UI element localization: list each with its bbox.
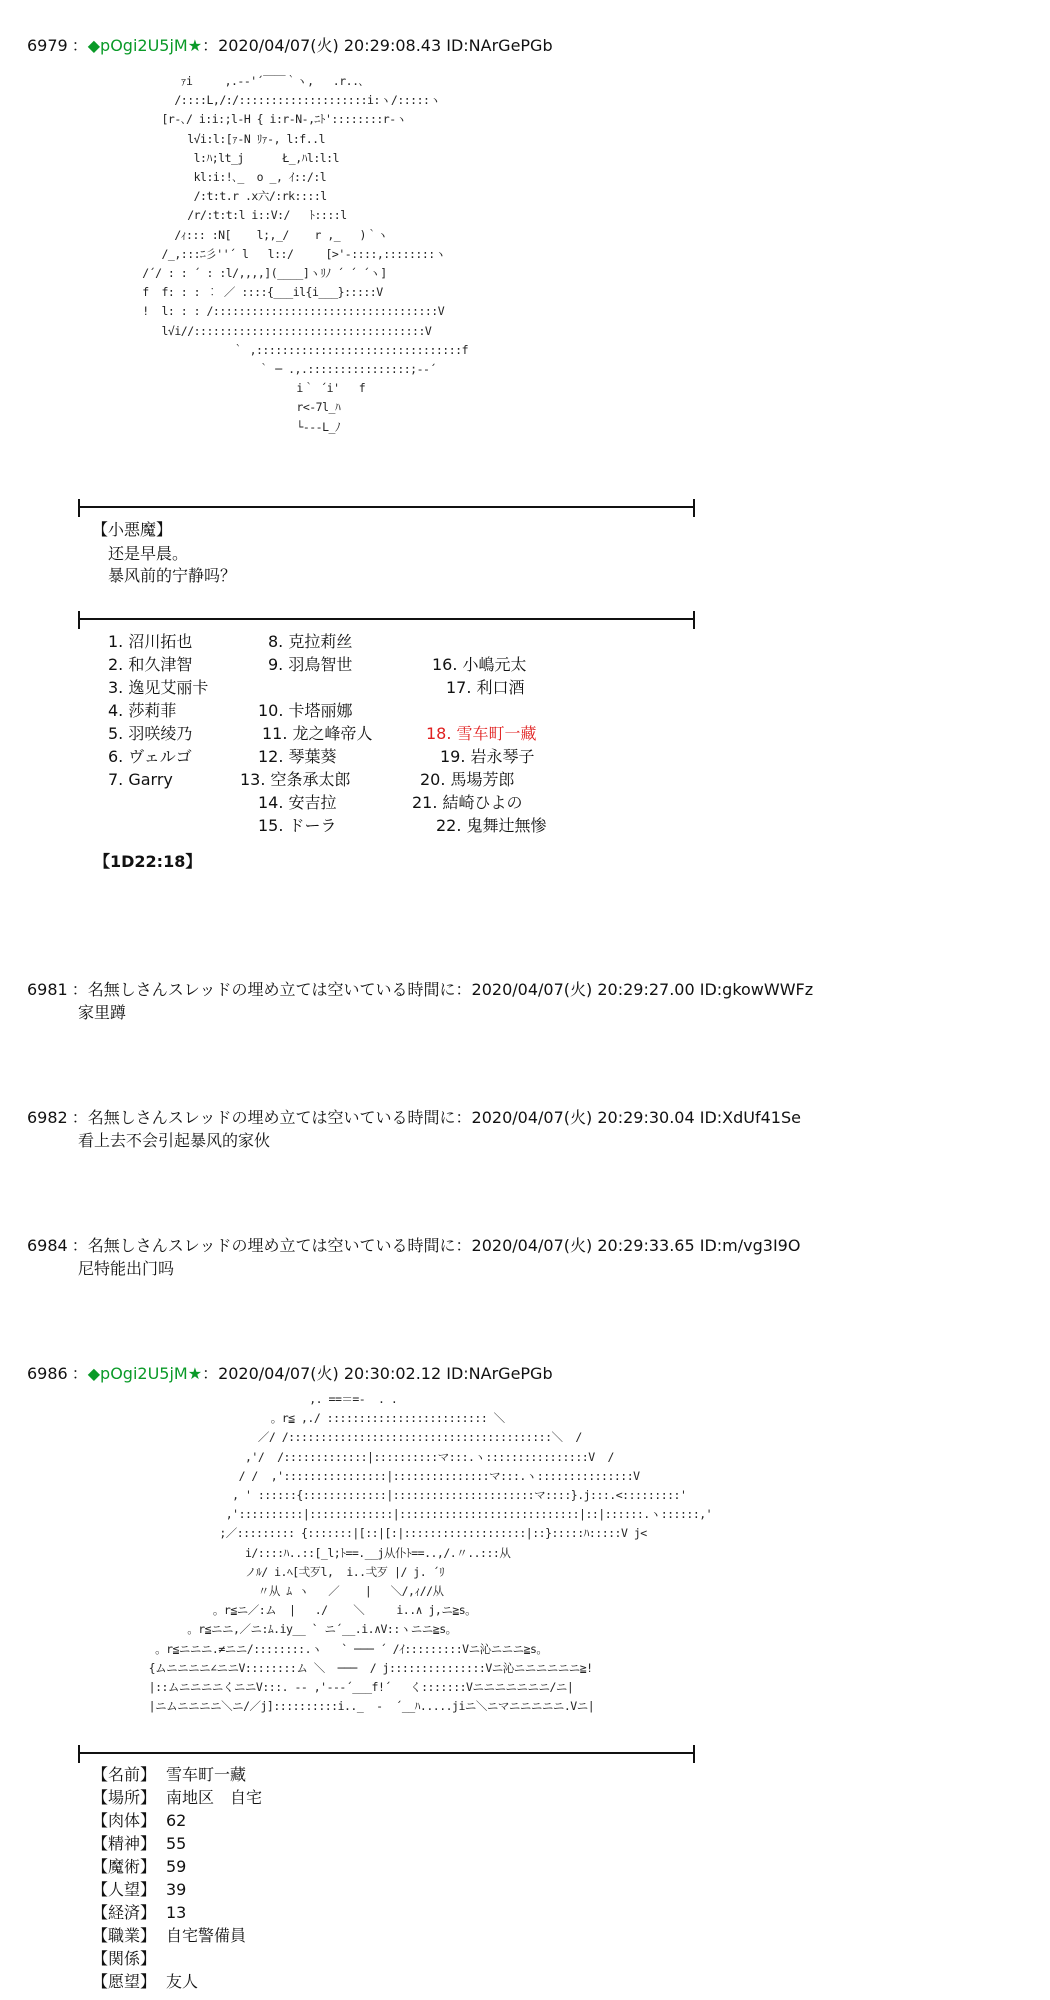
divider-line: [78, 506, 695, 508]
ascii-art-yukishamachi: ,. ==＝=- . . 。r≦ ,./ ::::::::::::::::::::::::: ＼ ／/ /:::::::::::::::::::::::::::::::::::::::::＼ / ,'/ /:::::::::::::|::::::::::マ:::.ヽ::::::::::::::::V / / / ,'::::::::::::::::|:::::::::::::::マ:::.ヽ:::::::::::::::V , ' ::::::{:::::::::::::|::::::::::::::::::::::マ::::}.j:::.<:::::::::' ,'::::::::::|:::::::::::::|::::::::::::::::::::::::::::|::|::::::.ヽ::::::,' ;／::::::::: {:::::::|[::|[:|:::::::::::::::::::|::}:::::ﾊ:::::V j< i/::::ﾊ..::[_l;ﾄ==.__j从仆ﾄ==..,/.〃..:::从 ノﾙ/ i.ﾍ[弌歹l, i..弌歹 |/ j. ´ﾘ 〃从 ﾑ ヽ ／ | ＼/,ｨ//从 。r≦ニ／:ム | ./ ＼ i..∧ j,ニ≧s。 。r≦ニニ,／ニ:ﾑ.iy__ ` ニ´__.i.∧V::ヽニニ≧s。 。r≦ニニニ.≠ニニ/::::::::.ヽ ` ─── ´ /ｲ:::::::::Vニ沁ニニニ≧s。 {ムニニニニ∠ニニV::::::::ム ＼ ─── / j:::::::::::::::Vニ沁ニニニニニニ≧! |::ムニニニニくニニV:::. -- ,'---´___f!´ く:::::::Vニニニニニニニ/ニ| |ニムニニニニ＼ニ/／j]::::::::::i.._ - ´__ﾊ.....jiニ＼ニマニニニニニ.Vニ|: [148, 1392, 713, 1714]
stat-value: 雪车町一藏: [166, 1765, 247, 1784]
stat-value: 55: [166, 1834, 187, 1853]
post-body: 看上去不会引起暴风的家伙: [78, 1131, 271, 1150]
stat-key: 【場所】: [92, 1788, 157, 1807]
stat-row-place: [92, 1788, 262, 1808]
stat-key: 【人望】: [92, 1880, 157, 1899]
post-number: 6981: [27, 980, 68, 999]
stat-row-wish: [92, 1972, 198, 1992]
roster-item: 17. 利口酒: [446, 678, 525, 697]
time-tag: 【1D22:18】: [94, 852, 202, 871]
roster-item: 22. 鬼舞辻無惨: [436, 816, 547, 835]
dialogue-line: 还是早晨。: [108, 544, 189, 563]
stat-value: 自宅警備員: [166, 1926, 247, 1945]
stat-key: 【職業】: [92, 1926, 157, 1945]
stat-value: 13: [166, 1903, 187, 1922]
stat-value: 39: [166, 1880, 187, 1899]
stat-row-magic: [92, 1857, 186, 1877]
roster-item: 21. 結崎ひよの: [412, 793, 523, 812]
stat-key: 【経済】: [92, 1903, 157, 1922]
roster-item: 19. 岩永琴子: [440, 747, 535, 766]
stat-row-body: [92, 1811, 186, 1831]
roster-item: 8. 克拉莉丝: [268, 632, 353, 651]
post-body: 尼特能出门吗: [78, 1259, 175, 1278]
roster-item: 6. ヴェルゴ: [108, 747, 192, 766]
roster-item: 13. 空条承太郎: [240, 770, 351, 789]
post-meta: ：名無しさんスレッドの埋め立ては空いている時間に：2020/04/07(火) 20:29:33.65 ID:m/vg3I9O: [71, 1236, 801, 1255]
roster-item: 4. 莎莉菲: [108, 701, 177, 720]
post-meta: ：2020/04/07(火) 20:29:08.43 ID:NArGePGb: [202, 36, 553, 55]
post-meta: ：名無しさんスレッドの埋め立ては空いている時間に：2020/04/07(火) 20:29:27.00 ID:gkowWWFz: [71, 980, 814, 999]
roster-item: 15. ドーラ: [258, 816, 337, 835]
roster-item: 12. 琴葉葵: [258, 747, 337, 766]
post-header-6979: [27, 36, 553, 56]
divider-line: [78, 1752, 695, 1754]
stat-key: 【愿望】: [92, 1972, 157, 1991]
roster-item: 7. Garry: [108, 770, 173, 789]
roster-item-highlighted: 18. 雪车町一藏: [426, 724, 537, 743]
post-header-6982: [27, 1108, 801, 1128]
post-body: 家里蹲: [78, 1003, 127, 1022]
roster-item: 1. 沼川拓也: [108, 632, 193, 651]
roster-item: 10. 卡塔丽娜: [258, 701, 353, 720]
stat-value: 友人: [166, 1972, 199, 1991]
post-header-6984: [27, 1236, 800, 1256]
roster-item: 2. 和久津智: [108, 655, 193, 674]
roster-item: 16. 小嶋元太: [432, 655, 527, 674]
roster-item: 9. 羽鳥智世: [268, 655, 353, 674]
stat-key: 【名前】: [92, 1765, 157, 1784]
roster-item: 5. 羽咲绫乃: [108, 724, 193, 743]
post-number: 6979: [27, 36, 68, 55]
post-number: 6984: [27, 1236, 68, 1255]
stat-row-spirit: [92, 1834, 186, 1854]
stat-row-relation: [92, 1949, 166, 1969]
dialogue-line: 暴风前的宁静吗？: [108, 566, 237, 585]
stat-key: 【関係】: [92, 1949, 157, 1968]
ascii-art-koakuma: ｧi ,.-‐'´￣￣｀ヽ, .r..､ /::::L,/:/::::::::::::::::::::i:ヽ/:::::ヽ [r-､/ i:i:;l-H { i:r-N-,ﾆﾄ'::::::::r-ヽ l√i:l:[ｧ-N ﾘｧ-, l:f..l l:ﾊ;lt_j Ł_,ﾊl:l:l kl:i:!､_ o _, ｲ::/:l /:t:t.r .x六/:rk::::l /r/:t:t:l i::V:/ ﾄ::::l /ｨ::: :N[ l;,_/ r ,_ )｀ヽ /_,:::ﾆ彡''´ l l::/ [>'-::::,::::::::ヽ /´/ : : ´ : :l/,,,,](____]ヽﾘﾉ ´ ´ ´ヽ] f f: : : ︰ ／ ::::{___il{i___}:::::V ! l: : : /:::::::::::::::::::::::::::::::::::V l√i//::::::::::::::::::::::::::::::::::::V ｀ ,::::::::::::::::::::::::::::::::f ｀ ─ .,.::::::::::::::::;-‐´ i｀ ´i' f r<-7l_ﾊ └---L_ﾉ: [142, 74, 468, 434]
stat-value: 南地区 自宅: [166, 1788, 263, 1807]
post-header-6986: [27, 1364, 553, 1384]
stat-row-name: [92, 1765, 246, 1785]
stat-value: 62: [166, 1811, 187, 1830]
post-number: 6986: [27, 1364, 68, 1383]
colon: ：: [71, 36, 88, 55]
stat-key: 【魔術】: [92, 1857, 157, 1876]
post-header-6981: [27, 980, 813, 1000]
roster-item: 3. 逸见艾丽卡: [108, 678, 209, 697]
post-meta: ：2020/04/07(火) 20:30:02.12 ID:NArGePGb: [202, 1364, 553, 1383]
roster-item: 20. 馬場芳郎: [420, 770, 515, 789]
colon: ：: [71, 1364, 88, 1383]
post-number: 6982: [27, 1108, 68, 1127]
stat-row-popularity: [92, 1880, 186, 1900]
stat-row-job: [92, 1926, 246, 1946]
stat-key: 【肉体】: [92, 1811, 157, 1830]
stat-row-economy: [92, 1903, 186, 1923]
tripcode-link[interactable]: ◆pOgi2U5jM★: [87, 36, 203, 55]
post-meta: ：名無しさんスレッドの埋め立ては空いている時間に：2020/04/07(火) 20:29:30.04 ID:XdUf41Se: [71, 1108, 801, 1127]
speaker-label: 【小悪魔】: [92, 520, 173, 539]
stat-value: 59: [166, 1857, 187, 1876]
divider-line: [78, 618, 695, 620]
stat-key: 【精神】: [92, 1834, 157, 1853]
roster-item: 14. 安吉拉: [258, 793, 337, 812]
roster-item: 11. 龙之峰帝人: [262, 724, 373, 743]
tripcode-link[interactable]: ◆pOgi2U5jM★: [87, 1364, 203, 1383]
